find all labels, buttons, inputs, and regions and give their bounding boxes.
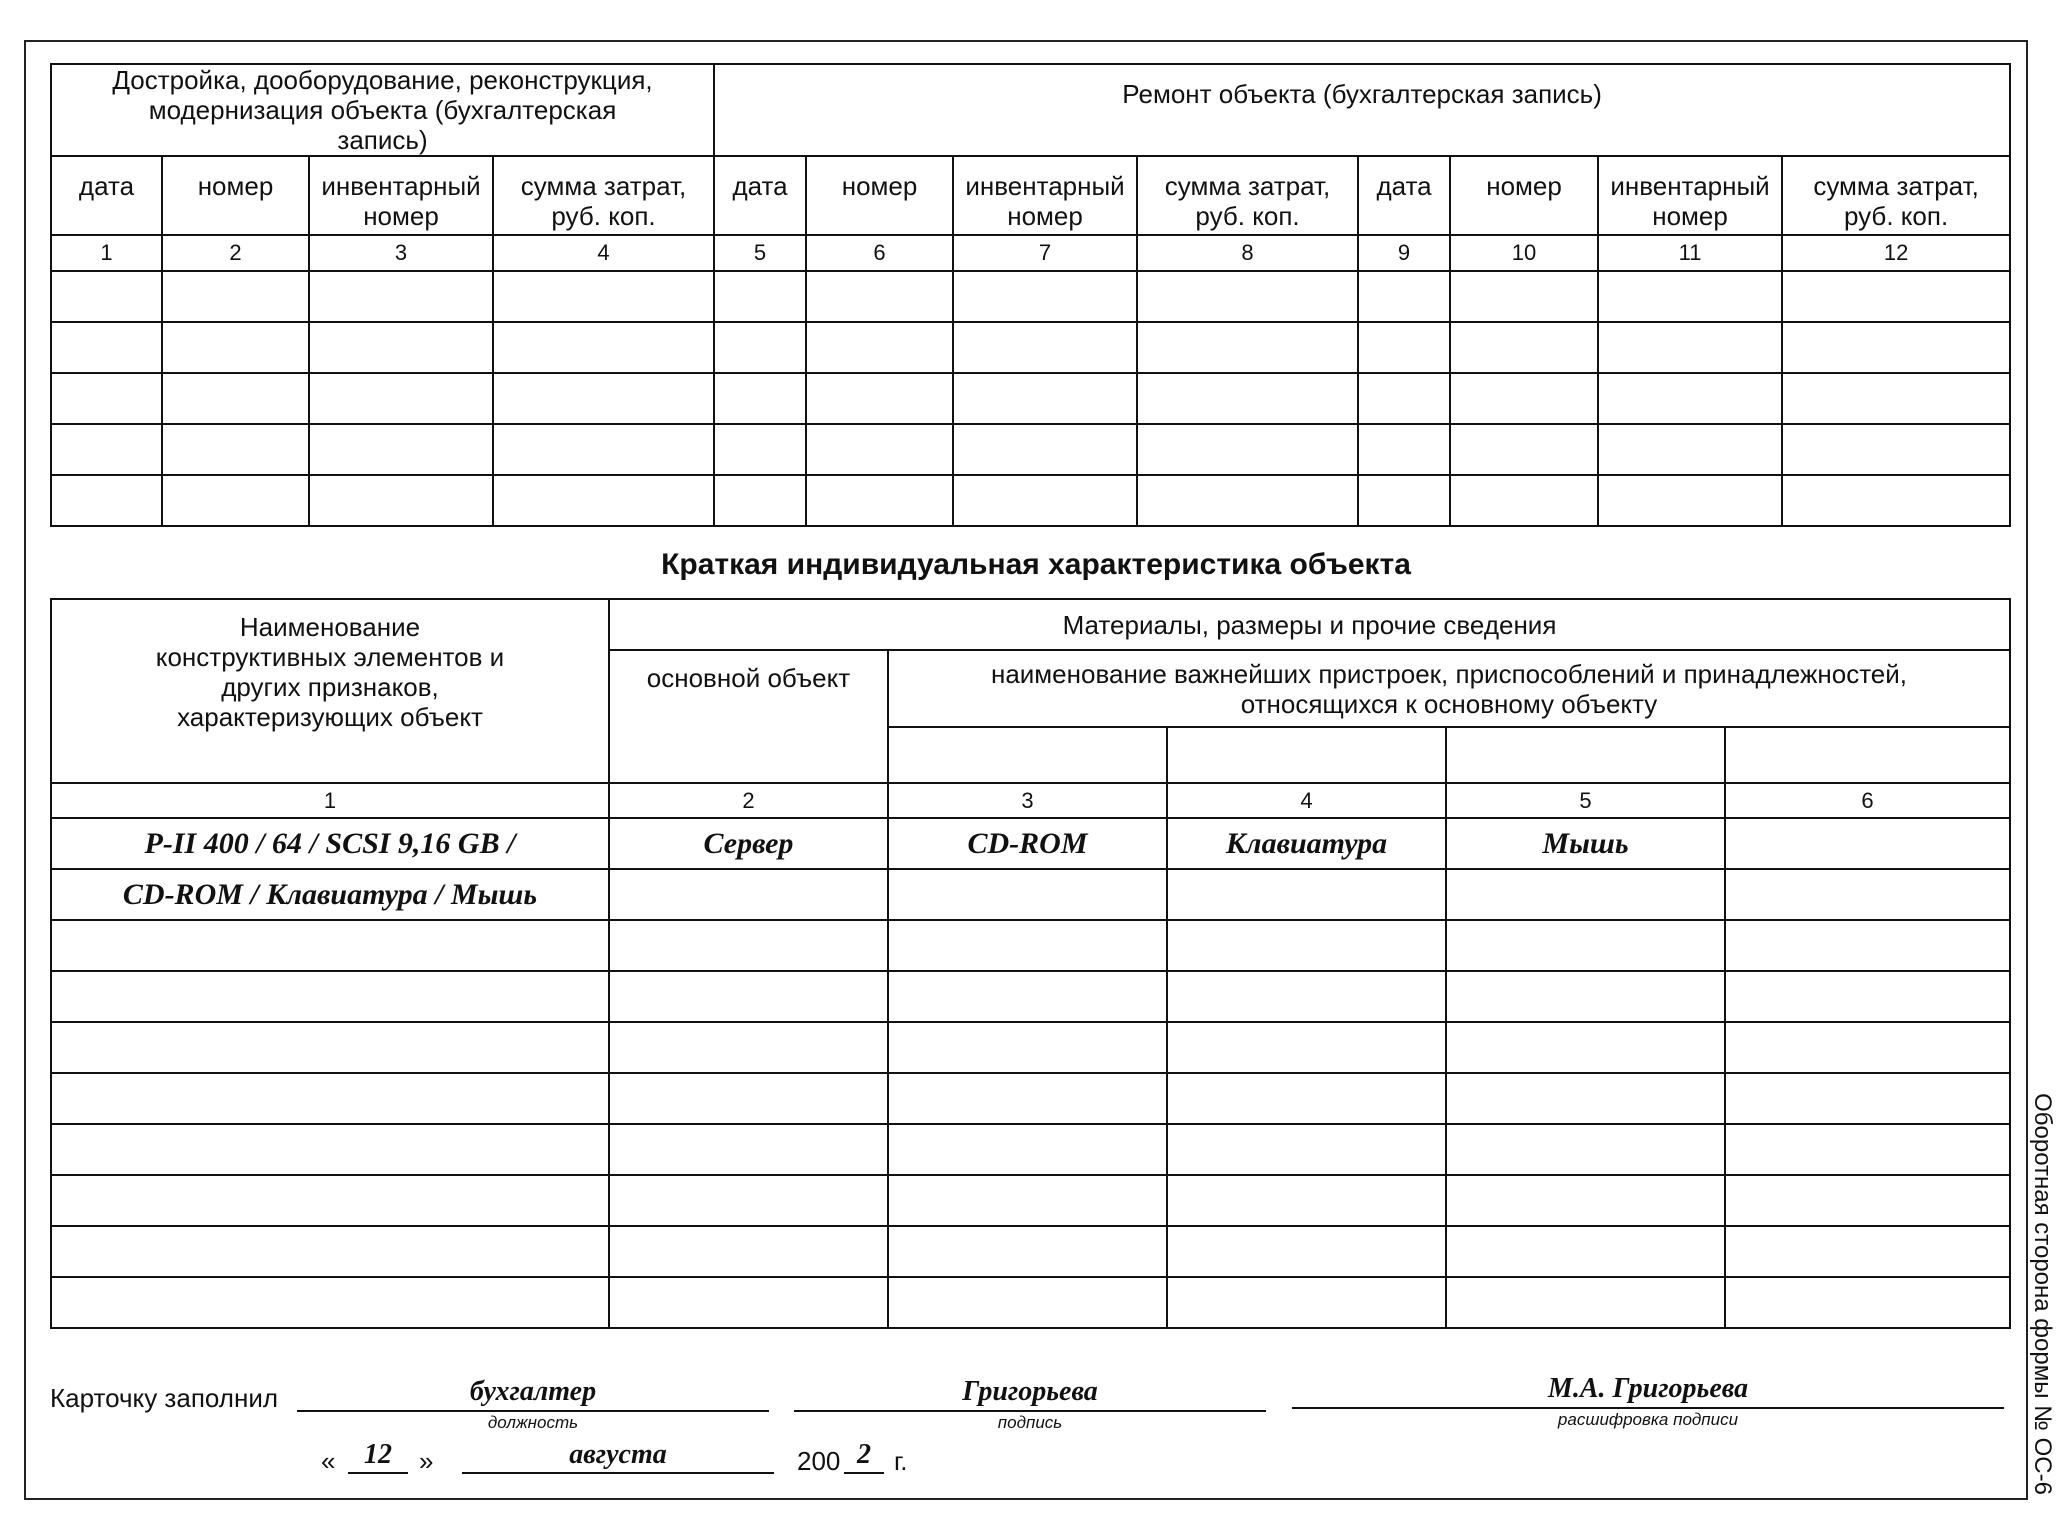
table-cell[interactable]: [888, 1073, 1167, 1124]
column-number: 5: [714, 235, 806, 271]
year-suffix: г.: [894, 1446, 908, 1476]
table-cell[interactable]: [51, 1226, 609, 1277]
table-row: [51, 1226, 2010, 1277]
table-cell[interactable]: [714, 373, 806, 424]
table-cell[interactable]: [1446, 1226, 1725, 1277]
table-cell[interactable]: [806, 271, 953, 322]
table-cell[interactable]: [1358, 271, 1450, 322]
table-cell[interactable]: [1598, 373, 1782, 424]
column-number: 10: [1450, 235, 1598, 271]
accessory-cell[interactable]: [1446, 869, 1725, 920]
table-row: [51, 920, 2010, 971]
column-header: дата: [1358, 156, 1450, 235]
column-header: инвентарный номер: [309, 156, 493, 235]
table-cell[interactable]: [1782, 271, 2010, 322]
accessory-cell[interactable]: Мышь: [1446, 818, 1725, 869]
table-cell[interactable]: [1725, 971, 2010, 1022]
table-cell[interactable]: [714, 271, 806, 322]
group-header-reconstruction: Достройка, дооборудование, реконструкция, модернизация объекта (бухгалтерская запись): [51, 64, 714, 156]
table-row: [51, 1022, 2010, 1073]
signature-field[interactable]: Григорьева: [962, 1376, 1098, 1407]
table-cell[interactable]: [609, 1226, 888, 1277]
table-cell[interactable]: [162, 373, 309, 424]
column-header: номер: [806, 156, 953, 235]
accounting-entries-table: [50, 63, 2011, 527]
table-cell[interactable]: [1167, 920, 1446, 971]
column-header: дата: [51, 156, 162, 235]
table-cell[interactable]: [1358, 424, 1450, 475]
quote-close: »: [419, 1446, 434, 1476]
column-number: 3: [309, 235, 493, 271]
table-cell[interactable]: [493, 322, 714, 373]
table-cell[interactable]: [953, 322, 1137, 373]
table-cell[interactable]: [1137, 271, 1358, 322]
table-cell[interactable]: [1725, 1226, 2010, 1277]
table-cell[interactable]: [1725, 1073, 2010, 1124]
year-field[interactable]: 2: [857, 1439, 871, 1470]
form-side-note: [2024, 1093, 2060, 1495]
group-header-repair: Ремонт объекта (бухгалтерская запись): [714, 64, 2010, 156]
table-cell[interactable]: [51, 1022, 609, 1073]
table-cell[interactable]: [609, 1175, 888, 1226]
table-cell[interactable]: [493, 475, 714, 526]
object-characteristics-table: [50, 598, 2011, 1329]
table-cell[interactable]: [1446, 920, 1725, 971]
table-cell[interactable]: [51, 271, 162, 322]
column-number: 11: [1598, 235, 1782, 271]
table-cell[interactable]: [609, 1124, 888, 1175]
table-cell[interactable]: [806, 373, 953, 424]
column-number: 12: [1782, 235, 2010, 271]
accessory-cell[interactable]: Клавиатура: [1167, 818, 1446, 869]
column-number: 4: [493, 235, 714, 271]
column-header: номер: [1450, 156, 1598, 235]
filled-by-label: Карточку заполнил: [50, 1383, 279, 1413]
table-cell[interactable]: [1782, 373, 2010, 424]
table-cell[interactable]: [309, 271, 493, 322]
column-header: сумма затрат, руб. коп.: [1782, 156, 2010, 235]
table-cell[interactable]: [609, 1022, 888, 1073]
quote-open: «: [321, 1446, 336, 1476]
column-number: 1: [51, 235, 162, 271]
table-cell[interactable]: [609, 1277, 888, 1328]
table-cell[interactable]: [888, 1226, 1167, 1277]
main-object-cell[interactable]: [609, 869, 888, 920]
table-cell[interactable]: [309, 424, 493, 475]
column-header: сумма затрат, руб. коп.: [1137, 156, 1358, 235]
table-cell[interactable]: [806, 475, 953, 526]
table-cell[interactable]: [1446, 1175, 1725, 1226]
column-header: дата: [714, 156, 806, 235]
table-cell[interactable]: [806, 424, 953, 475]
table-cell[interactable]: [1446, 1277, 1725, 1328]
table-cell[interactable]: [1167, 1277, 1446, 1328]
table-cell[interactable]: [162, 322, 309, 373]
table-cell[interactable]: [953, 271, 1137, 322]
section-title: Краткая индивидуальная характеристика объекта: [661, 548, 1411, 581]
table-cell[interactable]: [51, 1277, 609, 1328]
side-note-text: Оборотная сторона формы № ОС-6: [2029, 1093, 2056, 1495]
column-number: 5: [1446, 783, 1725, 818]
table-cell[interactable]: [51, 1073, 609, 1124]
table-cell[interactable]: [1137, 373, 1358, 424]
table-row: [51, 1175, 2010, 1226]
materials-header: Материалы, размеры и прочие сведения: [609, 599, 2010, 650]
table-row: [51, 1277, 2010, 1328]
table-cell[interactable]: [1450, 322, 1598, 373]
accessory-cell[interactable]: [1725, 818, 2010, 869]
table-cell[interactable]: [1358, 475, 1450, 526]
table-cell[interactable]: [1167, 1073, 1446, 1124]
table-row: [51, 475, 2010, 526]
table-cell[interactable]: [1167, 971, 1446, 1022]
table-cell[interactable]: [1725, 1124, 2010, 1175]
table-cell[interactable]: [1598, 424, 1782, 475]
column-number: 4: [1167, 783, 1446, 818]
table-cell[interactable]: [1446, 727, 1725, 783]
accessory-cell[interactable]: [1167, 869, 1446, 920]
column-header: инвентарный номер: [1598, 156, 1782, 235]
table-cell[interactable]: [1167, 727, 1446, 783]
table-cell[interactable]: [953, 373, 1137, 424]
day-field[interactable]: 12: [364, 1439, 392, 1470]
table-cell[interactable]: [1167, 1226, 1446, 1277]
name-caption: расшифровка подписи: [1557, 1410, 1739, 1429]
name-field[interactable]: М.А. Григорьева: [1547, 1373, 1749, 1404]
table-cell[interactable]: [1137, 322, 1358, 373]
table-cell[interactable]: [1167, 1022, 1446, 1073]
table-cell[interactable]: [1450, 475, 1598, 526]
accessories-header: наименование важнейших пристроек, приспособлений и принадлежностей, относящихся к основному объекту: [888, 650, 2010, 727]
table-cell[interactable]: [888, 1022, 1167, 1073]
table-cell[interactable]: [609, 1073, 888, 1124]
table-cell[interactable]: [309, 322, 493, 373]
table-cell[interactable]: [888, 727, 1167, 783]
table-row: [51, 373, 2010, 424]
table-cell[interactable]: [1450, 373, 1598, 424]
table-cell[interactable]: [1725, 1277, 2010, 1328]
column-number: 2: [609, 783, 888, 818]
table-row: [51, 818, 2010, 869]
table-row: [51, 322, 2010, 373]
column-number: 6: [1725, 783, 2010, 818]
table-cell[interactable]: [51, 971, 609, 1022]
table-cell[interactable]: [888, 1124, 1167, 1175]
table-cell[interactable]: [888, 971, 1167, 1022]
column-number: 8: [1137, 235, 1358, 271]
accessory-cell[interactable]: [1725, 869, 2010, 920]
table-cell[interactable]: [1167, 1124, 1446, 1175]
table-cell[interactable]: [1450, 271, 1598, 322]
column-number: 3: [888, 783, 1167, 818]
column-number: 1: [51, 783, 609, 818]
table-cell[interactable]: [609, 971, 888, 1022]
table-cell[interactable]: [162, 424, 309, 475]
signature-caption: подпись: [997, 1413, 1063, 1432]
table-cell[interactable]: [1782, 322, 2010, 373]
table-cell[interactable]: [1598, 322, 1782, 373]
table-cell[interactable]: [1598, 475, 1782, 526]
table-cell[interactable]: [1137, 424, 1358, 475]
table-row: [51, 869, 2010, 920]
table-cell[interactable]: [1725, 920, 2010, 971]
accessory-cell[interactable]: [888, 869, 1167, 920]
table-row: [51, 424, 2010, 475]
main-object-cell[interactable]: Сервер: [609, 818, 888, 869]
element-description-cell[interactable]: CD-ROM / Клавиатура / Мышь: [51, 869, 609, 920]
column-number: 7: [953, 235, 1137, 271]
table-cell[interactable]: [1358, 373, 1450, 424]
table-cell[interactable]: [953, 424, 1137, 475]
table-cell[interactable]: [1450, 424, 1598, 475]
column-number: 6: [806, 235, 953, 271]
table-cell[interactable]: [309, 475, 493, 526]
table-cell[interactable]: [51, 1124, 609, 1175]
table-cell[interactable]: [1446, 1022, 1725, 1073]
table-cell[interactable]: [493, 373, 714, 424]
table-cell[interactable]: [51, 373, 162, 424]
column-number: 2: [162, 235, 309, 271]
table-row: [51, 271, 2010, 322]
table-cell[interactable]: [162, 475, 309, 526]
position-caption: должность: [487, 1413, 579, 1432]
table-cell[interactable]: [493, 424, 714, 475]
table-cell[interactable]: [1725, 1022, 2010, 1073]
table-cell[interactable]: [953, 475, 1137, 526]
table-cell[interactable]: [888, 920, 1167, 971]
table-cell[interactable]: [888, 1277, 1167, 1328]
year-prefix: 200: [797, 1446, 841, 1476]
table-cell[interactable]: [493, 271, 714, 322]
table-cell[interactable]: [888, 1175, 1167, 1226]
table-cell[interactable]: [1167, 1175, 1446, 1226]
column-header: инвентарный номер: [953, 156, 1137, 235]
table-cell[interactable]: [51, 424, 162, 475]
table-cell[interactable]: [1137, 475, 1358, 526]
month-field[interactable]: августа: [569, 1439, 667, 1470]
table-cell[interactable]: [1782, 475, 2010, 526]
table-cell[interactable]: [1446, 1124, 1725, 1175]
table-cell[interactable]: [1782, 424, 2010, 475]
table-cell[interactable]: [1446, 1073, 1725, 1124]
table-cell[interactable]: [1446, 971, 1725, 1022]
table-cell[interactable]: [714, 424, 806, 475]
column-number: 9: [1358, 235, 1450, 271]
table-cell[interactable]: [51, 920, 609, 971]
table-cell[interactable]: [162, 271, 309, 322]
table-row: [51, 971, 2010, 1022]
column-header: номер: [162, 156, 309, 235]
table-cell[interactable]: [714, 322, 806, 373]
element-description-cell[interactable]: P-II 400 / 64 / SCSI 9,16 GB /: [51, 818, 609, 869]
position-field[interactable]: бухгалтер: [469, 1376, 597, 1407]
table-row: [51, 1073, 2010, 1124]
table-row: [51, 1124, 2010, 1175]
table-cell[interactable]: [309, 373, 493, 424]
table-cell[interactable]: [1598, 271, 1782, 322]
table-cell[interactable]: [51, 322, 162, 373]
structural-elements-header: Наименование конструктивных элементов и других признаков, характеризующих объект: [51, 599, 609, 783]
table-cell[interactable]: [714, 475, 806, 526]
table-cell[interactable]: [51, 475, 162, 526]
table-cell[interactable]: [51, 1175, 609, 1226]
table-cell[interactable]: [1358, 322, 1450, 373]
table-cell[interactable]: [1725, 1175, 2010, 1226]
table-cell[interactable]: [806, 322, 953, 373]
column-header: сумма затрат, руб. коп.: [493, 156, 714, 235]
table-cell[interactable]: [1725, 727, 2010, 783]
table-cell[interactable]: [609, 920, 888, 971]
main-object-header: основной объект: [609, 650, 888, 783]
accessory-cell[interactable]: CD-ROM: [888, 818, 1167, 869]
